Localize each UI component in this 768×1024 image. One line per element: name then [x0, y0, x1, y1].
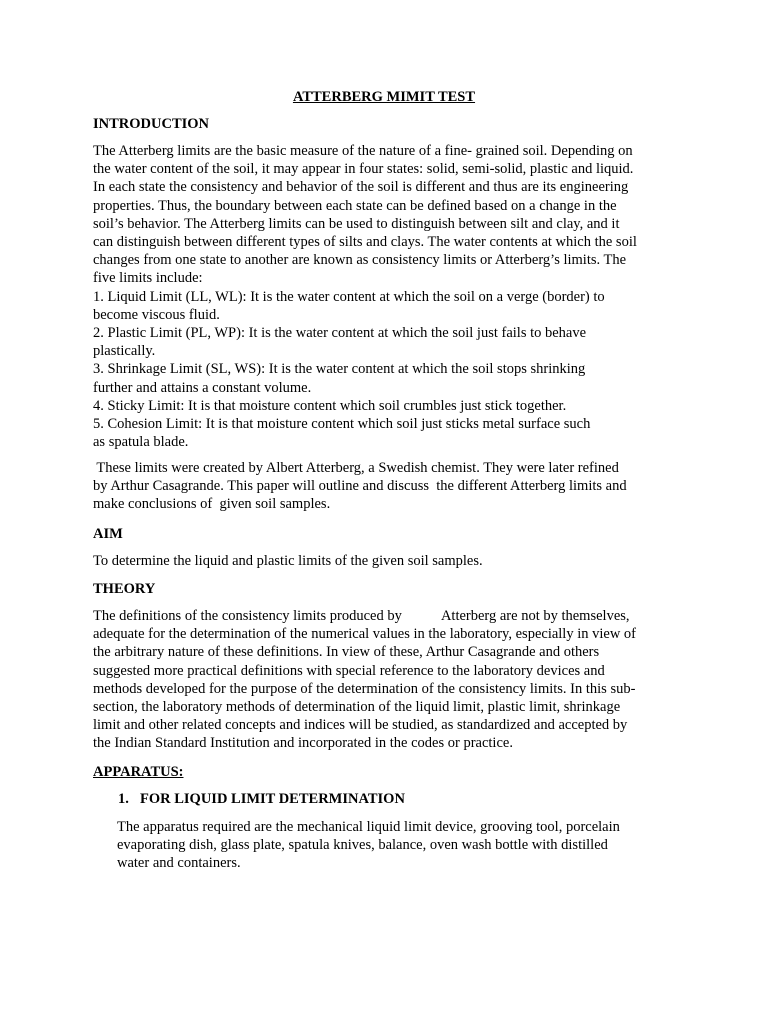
text-line: can distinguish between different types of silts and clays. The water contents at which the soil — [93, 234, 637, 251]
text-line: 4. Sticky Limit: It is that moisture content which soil crumbles just stick together. — [93, 397, 567, 414]
text-line: methods developed for the purpose of the determination of the consistency limits. In this sub- — [93, 680, 636, 697]
aim-paragraph — [93, 552, 683, 570]
text-line: become viscous fluid. — [93, 306, 220, 323]
text-line: properties. Thus, the boundary between each state can be defined based on a change in the — [93, 197, 617, 214]
text-line: soil’s behavior. The Atterberg limits can be used to distinguish between silt and clay, and it — [93, 215, 620, 232]
text-line: the water content of the soil, it may appear in four states: solid, semi-solid, plastic and liquid. — [93, 161, 634, 178]
item-title: FOR LIQUID LIMIT DETERMINATION — [140, 791, 405, 807]
text-line: plastically. — [93, 343, 156, 360]
text-line: The apparatus required are the mechanical liquid limit device, grooving tool, porcelain — [117, 819, 620, 835]
text-line: limit and other related concepts and indices will be studied, as standardized and accepted by — [93, 717, 628, 734]
aim-heading: AIM — [93, 526, 123, 542]
text-line: To determine the liquid and plastic limits of the given soil samples. — [93, 553, 483, 569]
text-line: the Indian Standard Institution and incorporated in the codes or practice. — [93, 735, 513, 752]
text-line: 5. Cohesion Limit: It is that moisture content which soil just sticks metal surface such — [93, 416, 591, 433]
text-line: section, the laboratory methods of determination of the liquid limit, plastic limit, shrinkage — [93, 699, 621, 716]
text-line: make conclusions of given soil samples. — [93, 496, 331, 513]
text-line: five limits include: — [93, 270, 203, 287]
text-line: the arbitrary nature of these definitions. In view of these, Arthur Casagrande and others — [93, 644, 600, 661]
apparatus-heading: APPARATUS: — [93, 764, 184, 780]
text-line: evaporating dish, glass plate, spatula knives, balance, oven wash bottle with distilled — [117, 837, 608, 854]
introduction-heading: INTRODUCTION — [93, 116, 210, 132]
text-line: These limits were created by Albert Atterberg, a Swedish chemist. They were later refined — [93, 460, 619, 476]
apparatus-item-heading — [118, 790, 405, 808]
text-line: by Arthur Casagrande. This paper will outline and discuss the different Atterberg limits and — [93, 478, 627, 495]
text-line: as spatula blade. — [93, 434, 189, 451]
text-line: In each state the consistency and behavior of the soil is different and thus are its engineering — [93, 179, 629, 196]
text-line: 3. Shrinkage Limit (SL, WS): It is the water content at which the soil stops shrinking — [93, 361, 586, 378]
document-title: ATTERBERG MIMIT TEST — [292, 89, 476, 105]
item-number: 1. — [118, 791, 129, 807]
theory-paragraph — [93, 607, 683, 753]
introduction-paragraph-2 — [93, 459, 683, 514]
text-line: 2. Plastic Limit (PL, WP): It is the water content at which the soil just fails to behave — [93, 325, 587, 342]
text-line: water and containers. — [117, 855, 241, 872]
text-line: adequate for the determination of the numerical values in the laboratory, especially in view of — [93, 626, 637, 643]
text-line: suggested more practical definitions with special reference to the laboratory devices and — [93, 662, 605, 679]
introduction-paragraph — [93, 142, 683, 451]
text-line: further and attains a constant volume. — [93, 379, 312, 396]
theory-heading: THEORY — [93, 581, 156, 597]
text-line: The definitions of the consistency limits produced by Atterberg are not by themselves, — [93, 608, 630, 624]
apparatus-paragraph — [117, 818, 677, 873]
text-line: The Atterberg limits are the basic measure of the nature of a fine- grained soil. Depending on — [93, 143, 633, 159]
text-line: 1. Liquid Limit (LL, WL): It is the water content at which the soil on a verge (border) to — [93, 288, 605, 305]
text-line: changes from one state to another are known as consistency limits or Atterberg’s limits. The — [93, 252, 627, 269]
